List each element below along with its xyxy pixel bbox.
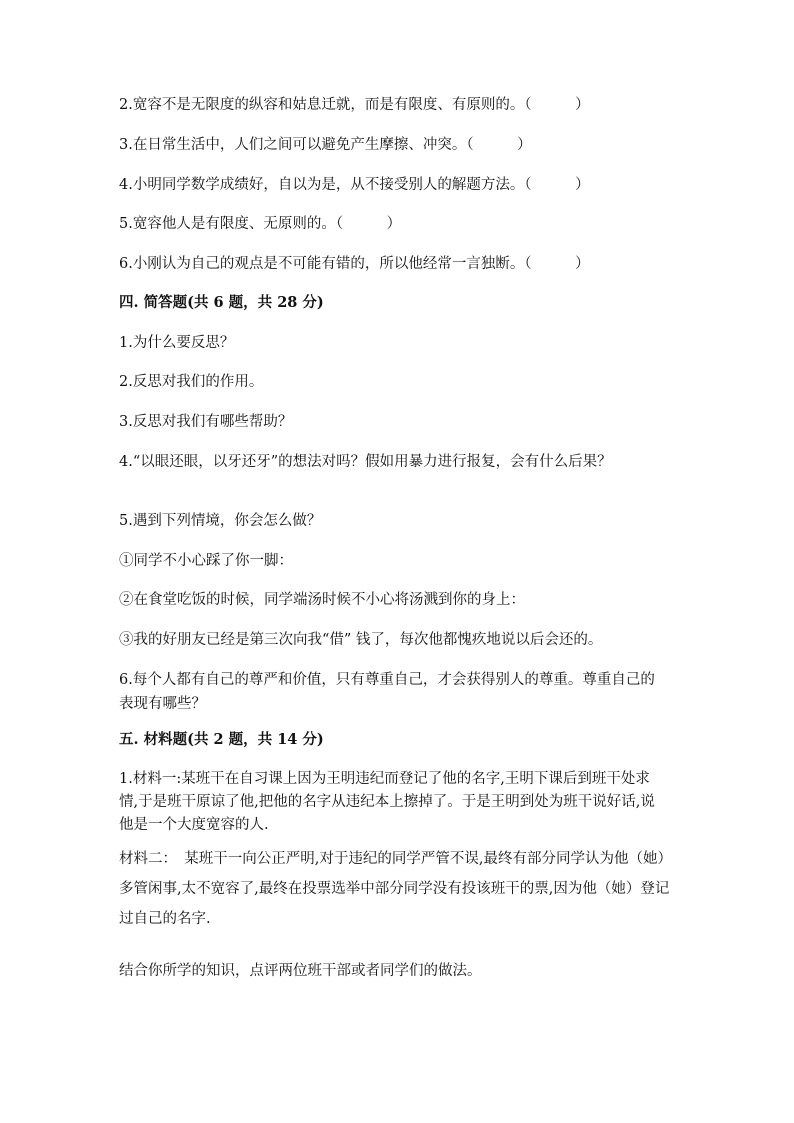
section-4-heading: 四. 简答题(共 6 题，共 28 分) xyxy=(119,294,324,311)
scenario-3: ③我的好朋友已经是第三次向我“借” 钱了，每次他都愧疚地说以后会还的。 xyxy=(119,632,603,648)
scenario-2: ②在食堂吃饭的时候，同学端汤时候不小心将汤溅到你的身上： xyxy=(119,592,525,608)
section-5-heading: 五. 材料题(共 2 题，共 14 分) xyxy=(119,731,324,748)
material-2: 材料二： 某班干一向公正严明,对于违纪的同学严管不误,最终有部分同学认为他（她）多管闲事,太不宽容了,最终在投票选举中部分同学没有投该班干的票,因为他（她）登记过自己的名字. xyxy=(119,851,670,927)
judge-question-2: 2.宽容不是无限度的纵容和姑息迁就，而是有限度、有原则的。（ ） xyxy=(119,97,590,113)
judge-question-6: 6.小刚认为自己的观点是不可能有错的，所以他经常一言独断。（ ） xyxy=(119,256,590,272)
judge-question-4: 4.小明同学数学成绩好，自以为是，从不接受别人的解题方法。（ ） xyxy=(119,177,590,193)
scenario-1: ①同学不小心踩了你一脚： xyxy=(119,553,293,569)
judge-question-5: 5.宽容他人是有限度、无原则的。（ ） xyxy=(119,216,402,232)
material-1: 1.材料一:某班干在自习课上因为王明违纪而登记了他的名字,王明下课后到班干处求情,于是班干原谅了他,把他的名字从违纪本上擦掉了。于是王明到处为班干说好话,说他是一个大度宽容的人. xyxy=(119,771,655,833)
short-answer-q6: 6.每个人都有自己的尊严和价值，只有尊重自己，才会获得别人的尊重。尊重自己的表现有哪些？ xyxy=(119,672,655,712)
short-answer-q2: 2.反思对我们的作用。 xyxy=(119,374,264,390)
short-answer-q4: 4.“以眼还眼，以牙还牙”的想法对吗？假如用暴力进行报复，会有什么后果？ xyxy=(119,454,612,470)
short-answer-q5: 5.遇到下列情境，你会怎么做？ xyxy=(119,513,322,529)
short-answer-q1: 1.为什么要反思？ xyxy=(119,335,235,351)
short-answer-q3: 3.反思对我们有哪些帮助？ xyxy=(119,414,293,430)
material-task: 结合你所学的知识，点评两位班干部或者同学们的做法。 xyxy=(119,963,482,979)
judge-question-3: 3.在日常生活中，人们之间可以避免产生摩擦、冲突。（ ） xyxy=(119,137,532,153)
